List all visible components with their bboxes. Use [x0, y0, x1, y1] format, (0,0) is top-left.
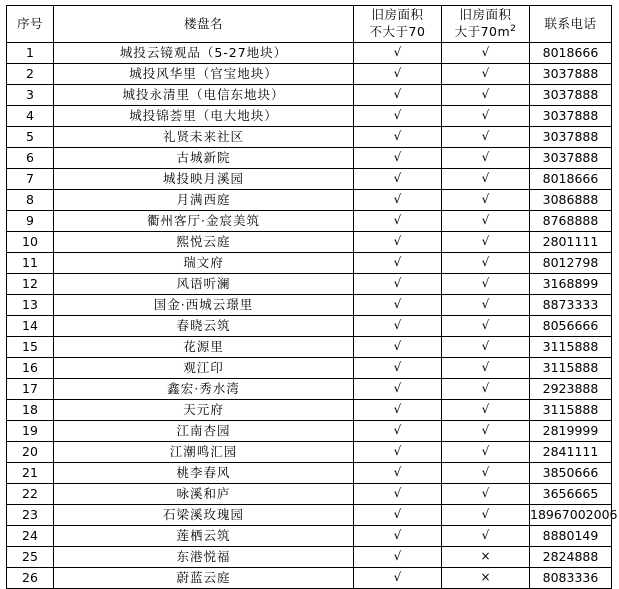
- cell-big-area: √: [442, 106, 530, 127]
- cell-big-area: √: [442, 64, 530, 85]
- table-row: [7, 400, 612, 421]
- cell-project-name: 江南杏园: [54, 421, 354, 442]
- cell-small-area: √: [354, 337, 442, 358]
- cell-small-area: √: [354, 379, 442, 400]
- cell-phone: 2801111: [530, 232, 612, 253]
- cell-phone: 8018666: [530, 43, 612, 64]
- cell-phone: 3115888: [530, 337, 612, 358]
- cell-index: 25: [7, 547, 54, 568]
- table-row: [7, 379, 612, 400]
- cell-index: 21: [7, 463, 54, 484]
- cell-big-area: √: [442, 379, 530, 400]
- cell-phone: 8768888: [530, 211, 612, 232]
- cell-big-area: √: [442, 421, 530, 442]
- cell-big-area: √: [442, 526, 530, 547]
- table-row: [7, 316, 612, 337]
- cell-phone: 2824888: [530, 547, 612, 568]
- cell-phone: 3037888: [530, 64, 612, 85]
- cell-big-area: √: [442, 337, 530, 358]
- table-header-row: [7, 6, 612, 43]
- cell-project-name: 月满西庭: [54, 190, 354, 211]
- cell-index: 15: [7, 337, 54, 358]
- cell-index: 13: [7, 295, 54, 316]
- cell-big-area: √: [442, 358, 530, 379]
- cell-big-area: √: [442, 211, 530, 232]
- cell-big-area: √: [442, 190, 530, 211]
- cell-small-area: √: [354, 568, 442, 589]
- cell-project-name: 蔚蓝云庭: [54, 568, 354, 589]
- cell-project-name: 鑫宏·秀水湾: [54, 379, 354, 400]
- cell-small-area: √: [354, 316, 442, 337]
- column-header-name: 楼盘名: [54, 6, 354, 43]
- cell-small-area: √: [354, 64, 442, 85]
- cell-big-area: √: [442, 274, 530, 295]
- cell-project-name: 石梁溪玫瑰园: [54, 505, 354, 526]
- cell-project-name: 礼贤未来社区: [54, 127, 354, 148]
- cell-big-area: √: [442, 316, 530, 337]
- cell-phone: 3850666: [530, 463, 612, 484]
- cell-small-area: √: [354, 400, 442, 421]
- cell-phone: 3037888: [530, 127, 612, 148]
- cell-project-name: 春晓云筑: [54, 316, 354, 337]
- cell-project-name: 瑞文府: [54, 253, 354, 274]
- cell-small-area: √: [354, 421, 442, 442]
- cell-big-area: √: [442, 484, 530, 505]
- cell-big-area: √: [442, 232, 530, 253]
- cell-small-area: √: [354, 505, 442, 526]
- cell-big-area: √: [442, 85, 530, 106]
- cell-small-area: √: [354, 253, 442, 274]
- housing-project-table-container: [6, 5, 618, 589]
- cell-big-area: √: [442, 442, 530, 463]
- cell-phone: 8873333: [530, 295, 612, 316]
- cell-index: 22: [7, 484, 54, 505]
- square-metre-superscript: 2: [510, 24, 517, 35]
- table-header: [7, 6, 612, 43]
- table-row: [7, 85, 612, 106]
- cell-big-area: √: [442, 43, 530, 64]
- table-row: [7, 337, 612, 358]
- cell-big-area: √: [442, 169, 530, 190]
- table-row: [7, 64, 612, 85]
- cell-small-area: √: [354, 211, 442, 232]
- cell-small-area: √: [354, 274, 442, 295]
- cell-project-name: 东港悦福: [54, 547, 354, 568]
- cell-index: 18: [7, 400, 54, 421]
- cell-project-name: 城投风华里（官宝地块）: [54, 64, 354, 85]
- cell-phone: 8018666: [530, 169, 612, 190]
- cell-small-area: √: [354, 526, 442, 547]
- cell-big-area: √: [442, 148, 530, 169]
- table-row: [7, 274, 612, 295]
- table-row: [7, 526, 612, 547]
- cell-small-area: √: [354, 169, 442, 190]
- cell-project-name: 熙悦云庭: [54, 232, 354, 253]
- table-row: [7, 169, 612, 190]
- cell-small-area: √: [354, 148, 442, 169]
- table-row: [7, 253, 612, 274]
- cell-index: 7: [7, 169, 54, 190]
- cell-phone: 3037888: [530, 106, 612, 127]
- cell-index: 26: [7, 568, 54, 589]
- table-row: [7, 547, 612, 568]
- cell-index: 5: [7, 127, 54, 148]
- table-row: [7, 295, 612, 316]
- cell-index: 12: [7, 274, 54, 295]
- cell-index: 20: [7, 442, 54, 463]
- cell-index: 11: [7, 253, 54, 274]
- cell-phone: 8083336: [530, 568, 612, 589]
- cell-small-area: √: [354, 85, 442, 106]
- table-row: [7, 484, 612, 505]
- cell-project-name: 莲栖云筑: [54, 526, 354, 547]
- column-header-big-area-line2: 大于$70m^2$: [454, 24, 517, 40]
- table-row: [7, 463, 612, 484]
- cell-big-area: √: [442, 127, 530, 148]
- cell-project-name: 桃李春风: [54, 463, 354, 484]
- cell-project-name: 风语听澜: [54, 274, 354, 295]
- cell-project-name: 江潮鸣汇园: [54, 442, 354, 463]
- column-header-big-area: [442, 6, 530, 43]
- cell-phone: 8012798: [530, 253, 612, 274]
- table-row: [7, 148, 612, 169]
- cell-big-area: √: [442, 463, 530, 484]
- cell-small-area: √: [354, 295, 442, 316]
- table-row: [7, 127, 612, 148]
- cell-project-name: 古城新院: [54, 148, 354, 169]
- cell-big-area: √: [442, 253, 530, 274]
- cell-index: 16: [7, 358, 54, 379]
- cell-big-area: √: [442, 400, 530, 421]
- table-row: [7, 568, 612, 589]
- cell-project-name: 城投锦荟里（电大地块）: [54, 106, 354, 127]
- cell-project-name: 城投云镜观品（5-27地块）: [54, 43, 354, 64]
- cell-big-area: ×: [442, 547, 530, 568]
- cell-project-name: 咏溪和庐: [54, 484, 354, 505]
- column-header-index: 序号: [7, 6, 54, 43]
- cell-project-name: 城投永清里（电信东地块）: [54, 85, 354, 106]
- cell-small-area: √: [354, 43, 442, 64]
- table-row: [7, 106, 612, 127]
- cell-phone: 3037888: [530, 148, 612, 169]
- cell-project-name: 衢州客厅·金宸美筑: [54, 211, 354, 232]
- cell-small-area: √: [354, 232, 442, 253]
- cell-project-name: 城投映月溪园: [54, 169, 354, 190]
- housing-project-table: [6, 5, 618, 589]
- cell-index: 24: [7, 526, 54, 547]
- cell-index: 23: [7, 505, 54, 526]
- cell-index: 9: [7, 211, 54, 232]
- cell-phone: 3086888: [530, 190, 612, 211]
- cell-project-name: 观江印: [54, 358, 354, 379]
- table-row: [7, 442, 612, 463]
- cell-phone: 2841111: [530, 442, 612, 463]
- cell-big-area: ×: [442, 568, 530, 589]
- cell-index: 2: [7, 64, 54, 85]
- column-header-small-area-line1: 旧房面积: [371, 7, 424, 23]
- column-header-big-area-line1: 旧房面积: [459, 6, 512, 22]
- cell-phone: 3115888: [530, 358, 612, 379]
- table-row: [7, 211, 612, 232]
- table-row: [7, 358, 612, 379]
- cell-project-name: 国金·西城云璟里: [54, 295, 354, 316]
- column-header-phone: 联系电话: [530, 6, 612, 43]
- table-row: [7, 421, 612, 442]
- cell-index: 17: [7, 379, 54, 400]
- cell-project-name: 天元府: [54, 400, 354, 421]
- column-header-small-area-line2: 不大于70: [369, 24, 426, 39]
- cell-phone: 2923888: [530, 379, 612, 400]
- cell-phone: 18967002006: [530, 505, 612, 526]
- cell-phone: 8880149: [530, 526, 612, 547]
- cell-small-area: √: [354, 484, 442, 505]
- table-row: [7, 43, 612, 64]
- cell-index: 19: [7, 421, 54, 442]
- cell-index: 6: [7, 148, 54, 169]
- cell-index: 1: [7, 43, 54, 64]
- table-row: [7, 190, 612, 211]
- cell-index: 10: [7, 232, 54, 253]
- cell-big-area: √: [442, 295, 530, 316]
- cell-phone: 3168899: [530, 274, 612, 295]
- table-row: [7, 505, 612, 526]
- column-header-small-area: [354, 6, 442, 43]
- cell-phone: 8056666: [530, 316, 612, 337]
- cell-index: 4: [7, 106, 54, 127]
- cell-phone: 2819999: [530, 421, 612, 442]
- cell-small-area: √: [354, 106, 442, 127]
- cell-phone: 3115888: [530, 400, 612, 421]
- cell-phone: 3656665: [530, 484, 612, 505]
- cell-big-area: √: [442, 505, 530, 526]
- table-row: [7, 232, 612, 253]
- cell-small-area: √: [354, 547, 442, 568]
- cell-index: 14: [7, 316, 54, 337]
- cell-small-area: √: [354, 127, 442, 148]
- cell-index: 8: [7, 190, 54, 211]
- cell-index: 3: [7, 85, 54, 106]
- cell-small-area: √: [354, 358, 442, 379]
- cell-project-name: 花源里: [54, 337, 354, 358]
- cell-small-area: √: [354, 190, 442, 211]
- cell-phone: 3037888: [530, 85, 612, 106]
- cell-small-area: √: [354, 442, 442, 463]
- cell-small-area: √: [354, 463, 442, 484]
- table-body: [7, 43, 618, 589]
